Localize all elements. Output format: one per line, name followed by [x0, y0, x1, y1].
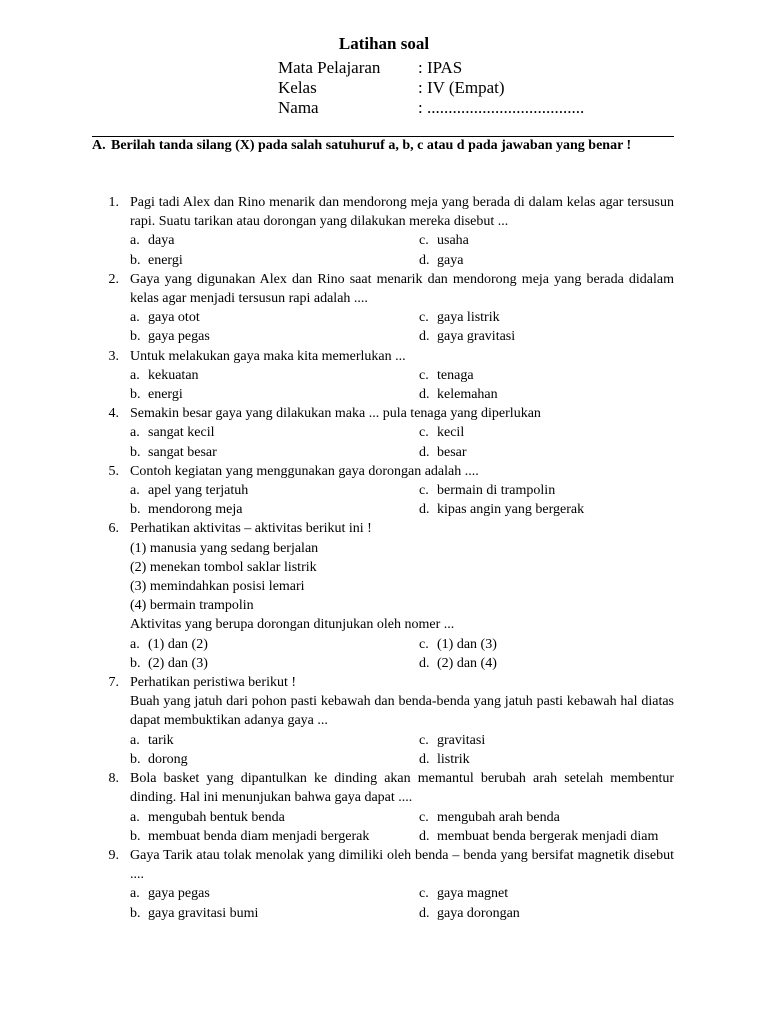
question-statement: (1) manusia yang sedang berjalan	[130, 540, 319, 556]
option-letter: a.	[130, 636, 140, 652]
option-text: (1) dan (3)	[437, 636, 497, 652]
answer-option[interactable]	[419, 635, 674, 654]
option-letter: b.	[130, 828, 141, 844]
question-text: Untuk melakukan gaya maka kita memerlukan ...	[130, 348, 406, 364]
option-letter: d.	[419, 828, 430, 844]
answer-row	[130, 884, 674, 903]
option-text: gaya dorongan	[437, 905, 520, 921]
answer-option[interactable]	[130, 654, 419, 673]
option-letter: b.	[130, 751, 141, 767]
question-item	[92, 846, 674, 923]
option-text: gaya magnet	[437, 886, 509, 902]
option-letter: d.	[419, 655, 430, 671]
option-text: (2) dan (4)	[437, 655, 497, 671]
answer-option[interactable]	[419, 827, 674, 846]
question-body	[130, 673, 674, 769]
answer-option[interactable]	[419, 654, 674, 673]
answer-option[interactable]	[419, 231, 674, 250]
option-letter: a.	[130, 425, 140, 441]
option-letter: d.	[419, 502, 430, 518]
option-text: kelemahan	[437, 387, 498, 403]
section-instruction	[92, 136, 674, 155]
option-text: gaya	[437, 252, 464, 268]
question-item	[92, 270, 674, 347]
question-item	[92, 673, 674, 769]
section-number: A.	[92, 138, 106, 153]
answer-row	[130, 443, 674, 462]
subject-value: : IPAS	[418, 58, 463, 77]
answer-option[interactable]	[419, 808, 674, 827]
answer-option[interactable]	[419, 423, 674, 442]
answer-option[interactable]	[419, 308, 674, 327]
name-value: : .....................................	[418, 98, 585, 117]
answer-row	[130, 385, 674, 404]
answer-row	[130, 500, 674, 519]
answer-row	[130, 231, 674, 250]
question-number: 6.	[108, 521, 119, 537]
option-letter: d.	[419, 444, 430, 460]
option-letter: c.	[419, 310, 429, 326]
option-letter: b.	[130, 444, 141, 460]
question-text: Semakin besar gaya yang dilakukan maka ... pula tenaga yang diperlukan	[130, 406, 541, 422]
instruction-text: Berilah tanda silang (X) pada salah satuhuruf a, b, c atau d pada jawaban yang benar !	[111, 138, 632, 153]
option-text: gaya otot	[148, 310, 200, 326]
answer-row	[130, 827, 674, 846]
option-text: bermain di trampolin	[437, 483, 556, 499]
question-body	[130, 347, 674, 405]
option-text: tenaga	[437, 367, 474, 383]
option-text: mengubah arah benda	[437, 809, 560, 825]
option-letter: b.	[130, 655, 141, 671]
option-letter: b.	[130, 252, 141, 268]
answer-option[interactable]	[419, 904, 674, 923]
question-body	[130, 519, 674, 673]
option-text: (1) dan (2)	[148, 636, 208, 652]
option-letter: b.	[130, 329, 141, 345]
question-number: 8.	[108, 771, 119, 787]
answer-option[interactable]	[130, 904, 419, 923]
answer-row	[130, 327, 674, 346]
option-letter: c.	[419, 636, 429, 652]
option-text: gaya pegas	[148, 329, 210, 345]
option-letter: c.	[419, 425, 429, 441]
option-text: tarik	[148, 732, 174, 748]
answer-option[interactable]	[130, 635, 419, 654]
page-title: Latihan soal	[338, 34, 430, 53]
option-text: gravitasi	[437, 732, 486, 748]
answer-row	[130, 366, 674, 385]
answer-row	[130, 308, 674, 327]
question-number: 3.	[108, 348, 119, 364]
answer-option[interactable]	[130, 231, 419, 250]
option-letter: c.	[419, 886, 429, 902]
header-info	[278, 58, 584, 118]
question-statement: Buah yang jatuh dari pohon pasti kebawah dan benda-benda yang jatuh pasti kebawah hal diatas dapat membuktikan adanya gaya ...	[130, 694, 674, 729]
question-body	[130, 270, 674, 347]
option-text: (2) dan (3)	[148, 655, 208, 671]
class-row	[278, 78, 584, 98]
question-item	[92, 519, 674, 673]
answer-option[interactable]	[130, 500, 419, 519]
answer-option[interactable]	[419, 884, 674, 903]
option-letter: b.	[130, 502, 141, 518]
answer-row	[130, 750, 674, 769]
answer-row	[130, 251, 674, 270]
answer-row	[130, 904, 674, 923]
answer-row	[130, 423, 674, 442]
question-body	[130, 769, 674, 846]
option-text: mendorong meja	[148, 502, 243, 518]
option-letter: a.	[130, 809, 140, 825]
option-letter: b.	[130, 905, 141, 921]
answer-option[interactable]	[130, 481, 419, 500]
option-letter: d.	[419, 329, 430, 345]
question-number: 2.	[108, 271, 119, 287]
option-text: sangat kecil	[148, 425, 215, 441]
question-statement: (4) bermain trampolin	[130, 598, 254, 614]
option-text: energi	[148, 252, 183, 268]
option-letter: c.	[419, 233, 429, 249]
question-item	[92, 193, 674, 270]
answer-option[interactable]	[419, 750, 674, 769]
option-letter: c.	[419, 809, 429, 825]
answer-row	[130, 808, 674, 827]
option-letter: a.	[130, 367, 140, 383]
subject-label: Mata Pelajaran	[278, 58, 381, 77]
question-item	[92, 404, 674, 462]
question-text: Bola basket yang dipantulkan ke dinding akan memantul berubah arah setelah membentur dinding. Hal ini menunjukan bahwa gaya dapat ....	[130, 771, 674, 806]
question-text: Gaya yang digunakan Alex dan Rino saat menarik dan mendorong meja yang berada didalam kelas agar menjadi tersusun rapi adalah ....	[130, 271, 674, 307]
question-text: Contoh kegiatan yang menggunakan gaya dorongan adalah ....	[130, 463, 479, 479]
answer-option[interactable]	[419, 385, 674, 404]
question-statement: Aktivitas yang berupa dorongan ditunjukan oleh nomer ...	[130, 617, 455, 633]
answer-option[interactable]	[130, 423, 419, 442]
option-letter: a.	[130, 886, 140, 902]
option-letter: d.	[419, 905, 430, 921]
option-letter: a.	[130, 483, 140, 499]
answer-option[interactable]	[419, 481, 674, 500]
option-text: gaya pegas	[148, 886, 210, 902]
option-letter: c.	[419, 367, 429, 383]
question-body	[130, 846, 674, 923]
question-number: 9.	[108, 847, 119, 863]
option-text: sangat besar	[148, 444, 217, 460]
question-text: Pagi tadi Alex dan Rino menarik dan mendorong meja yang berada di dalam kelas agar tersusun rapi. Suatu tarikan atau dorongan yang dilakukan mereka disebut ...	[130, 195, 674, 230]
question-text: Gaya Tarik atau tolak menolak yang dimiliki oleh benda – benda yang bersifat magnetik disebut ....	[130, 847, 674, 883]
option-text: kipas angin yang bergerak	[437, 502, 585, 518]
option-text: listrik	[437, 751, 470, 767]
class-value: : IV (Empat)	[418, 78, 505, 97]
option-text: mengubah bentuk benda	[148, 809, 285, 825]
answer-row	[130, 635, 674, 654]
question-item	[92, 769, 674, 846]
option-text: gaya gravitasi	[437, 329, 516, 345]
name-label: Nama	[278, 98, 319, 117]
answer-option[interactable]	[419, 327, 674, 346]
question-body	[130, 462, 674, 520]
option-letter: a.	[130, 732, 140, 748]
answer-option[interactable]	[130, 443, 419, 462]
option-text: apel yang terjatuh	[148, 483, 249, 499]
question-list	[92, 193, 674, 923]
option-text: gaya listrik	[437, 310, 500, 326]
question-statement: (2) menekan tombol saklar listrik	[130, 559, 317, 575]
option-letter: a.	[130, 310, 140, 326]
option-text: daya	[148, 233, 175, 249]
question-text: Perhatikan peristiwa berikut !	[130, 675, 297, 691]
option-text: dorong	[148, 751, 188, 767]
question-number: 1.	[108, 195, 119, 210]
answer-option[interactable]	[130, 884, 419, 903]
answer-option[interactable]	[130, 251, 419, 270]
option-letter: d.	[419, 387, 430, 403]
answer-row	[130, 481, 674, 500]
option-letter: b.	[130, 387, 141, 403]
option-letter: d.	[419, 252, 430, 268]
answer-option[interactable]	[419, 251, 674, 270]
answer-option[interactable]	[419, 366, 674, 385]
class-label: Kelas	[278, 78, 317, 97]
answer-option[interactable]	[419, 443, 674, 462]
question-body	[130, 404, 674, 462]
question-body	[130, 193, 674, 270]
question-item	[92, 462, 674, 520]
question-item	[92, 347, 674, 405]
answer-option[interactable]	[130, 385, 419, 404]
option-letter: a.	[130, 233, 140, 249]
answer-row	[130, 731, 674, 750]
question-number: 4.	[108, 406, 119, 422]
option-letter: c.	[419, 732, 429, 748]
name-row	[278, 98, 584, 118]
option-text: besar	[437, 444, 467, 460]
option-text: energi	[148, 387, 183, 403]
subject-row	[278, 58, 584, 78]
answer-option[interactable]	[130, 827, 419, 846]
question-text: Perhatikan aktivitas – aktivitas berikut ini !	[130, 521, 372, 537]
answer-option[interactable]	[130, 808, 419, 827]
answer-option[interactable]	[419, 731, 674, 750]
question-statement: (3) memindahkan posisi lemari	[130, 579, 305, 595]
answer-option[interactable]	[130, 750, 419, 769]
option-text: membuat benda diam menjadi bergerak	[148, 828, 370, 844]
answer-option[interactable]	[419, 500, 674, 519]
option-text: membuat benda bergerak menjadi diam	[437, 828, 659, 844]
question-number: 7.	[108, 675, 119, 691]
option-text: kecil	[437, 425, 465, 441]
option-letter: d.	[419, 751, 430, 767]
answer-option[interactable]	[130, 366, 419, 385]
answer-option[interactable]	[130, 308, 419, 327]
question-number: 5.	[108, 463, 119, 479]
option-text: kekuatan	[148, 367, 199, 383]
option-letter: c.	[419, 483, 429, 499]
answer-option[interactable]	[130, 327, 419, 346]
answer-row	[130, 654, 674, 673]
answer-option[interactable]	[130, 731, 419, 750]
option-text: usaha	[437, 233, 469, 249]
option-text: gaya gravitasi bumi	[148, 905, 259, 921]
